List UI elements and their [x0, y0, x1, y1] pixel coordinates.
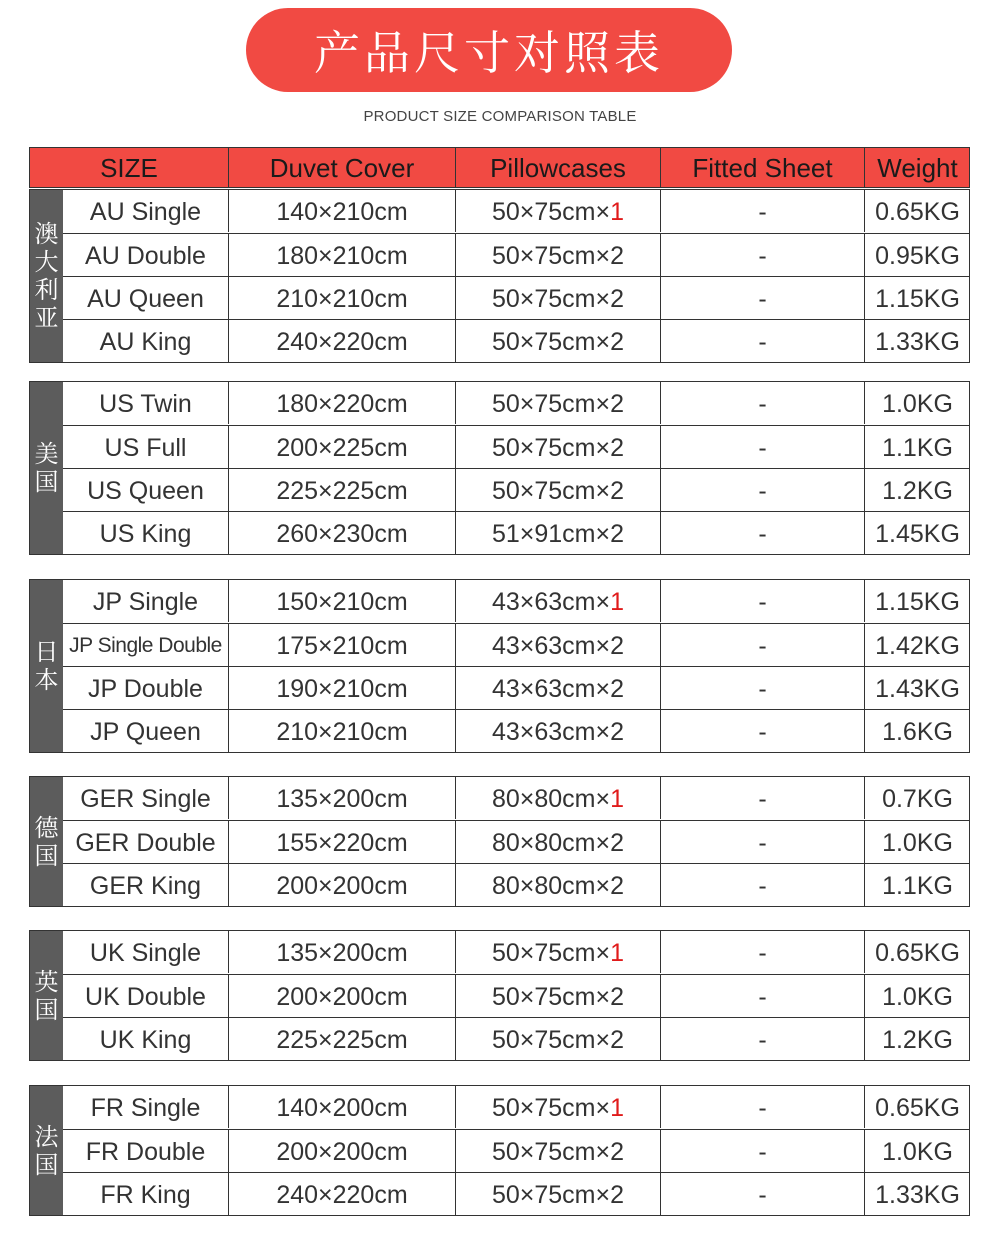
cell-duvet-cover: 200×200cm — [228, 975, 455, 1017]
cell-size: AU Single — [89, 198, 202, 226]
cell-fitted-sheet: - — [660, 821, 864, 863]
cell-duvet-cover: 135×200cm — [228, 931, 455, 973]
region-char: 国 — [34, 468, 59, 496]
cell-weight: 1.1KG — [864, 864, 970, 906]
cell-fitted-sheet: - — [660, 580, 864, 622]
cell-weight: 1.0KG — [864, 1130, 970, 1172]
header-pillowcases: Pillowcases — [455, 148, 660, 187]
cell-duvet-cover: 200×200cm — [228, 1130, 455, 1172]
cell-weight: 1.2KG — [864, 1018, 970, 1060]
pillow-quantity: 2 — [610, 1026, 625, 1054]
cell-pillowcases — [455, 426, 660, 468]
region-block — [29, 1085, 970, 1216]
cell-weight: 1.15KG — [864, 277, 970, 319]
cell-fitted-sheet: - — [660, 931, 864, 973]
pillow-size: 43×63cm× — [491, 675, 611, 703]
cell-size: US Twin — [99, 390, 192, 418]
cell-weight: 1.43KG — [864, 667, 970, 709]
cell-weight: 0.65KG — [864, 190, 970, 232]
pillow-size: 50×75cm× — [491, 328, 611, 356]
cell-duvet-cover: 180×220cm — [228, 382, 455, 424]
pillow-quantity: 2 — [610, 520, 625, 548]
pillow-size: 50×75cm× — [491, 198, 611, 226]
pillow-quantity: 2 — [610, 1181, 625, 1209]
region-char: 德 — [34, 813, 59, 842]
cell-size: UK King — [99, 1026, 192, 1054]
cell-size: UK Single — [89, 939, 202, 967]
cell-weight: 0.65KG — [864, 931, 970, 973]
cell-pillowcases — [455, 710, 660, 752]
cell-fitted-sheet: - — [660, 234, 864, 276]
pillow-size: 43×63cm× — [491, 632, 611, 660]
pillow-size: 50×75cm× — [491, 1026, 611, 1054]
cell-fitted-sheet: - — [660, 469, 864, 511]
table-row — [63, 382, 969, 425]
cell-duvet-cover: 225×225cm — [228, 469, 455, 511]
cell-weight: 1.0KG — [864, 382, 970, 424]
pillow-size: 50×75cm× — [491, 242, 611, 270]
cell-pillowcases — [455, 382, 660, 424]
cell-size: FR King — [100, 1181, 191, 1209]
header-size: SIZE — [100, 153, 158, 183]
region-label — [30, 1086, 63, 1215]
cell-pillowcases — [455, 580, 660, 622]
cell-duvet-cover: 240×220cm — [228, 320, 455, 362]
pillow-quantity: 2 — [610, 675, 625, 703]
pillow-size: 50×75cm× — [491, 477, 611, 505]
cell-duvet-cover: 150×210cm — [228, 580, 455, 622]
cell-duvet-cover: 260×230cm — [228, 512, 455, 554]
cell-weight: 1.0KG — [864, 975, 970, 1017]
cell-weight: 1.33KG — [864, 320, 970, 362]
pillow-size: 50×75cm× — [491, 285, 611, 313]
cell-duvet-cover: 225×225cm — [228, 1018, 455, 1060]
table-row — [63, 777, 969, 820]
cell-fitted-sheet: - — [660, 1086, 864, 1128]
table-header-row — [29, 147, 970, 188]
pillow-quantity: 2 — [610, 477, 625, 505]
cell-fitted-sheet: - — [660, 864, 864, 906]
pillow-quantity: 2 — [610, 829, 625, 857]
cell-size: FR Double — [85, 1138, 206, 1166]
pillow-size: 50×75cm× — [491, 1181, 611, 1209]
cell-fitted-sheet: - — [660, 190, 864, 232]
cell-size: UK Double — [85, 983, 206, 1011]
cell-fitted-sheet: - — [660, 1018, 864, 1060]
cell-weight: 1.45KG — [864, 512, 970, 554]
pillow-size: 43×63cm× — [491, 718, 611, 746]
cell-duvet-cover: 200×200cm — [228, 864, 455, 906]
pillow-size: 43×63cm× — [491, 588, 611, 616]
pillow-quantity: 1 — [610, 198, 625, 226]
region-char: 大 — [34, 248, 59, 276]
cell-fitted-sheet: - — [660, 1173, 864, 1215]
region-char: 国 — [34, 995, 59, 1024]
pillow-quantity: 2 — [610, 242, 625, 270]
cell-pillowcases — [455, 864, 660, 906]
cell-duvet-cover: 175×210cm — [228, 624, 455, 666]
pillow-quantity: 1 — [610, 939, 625, 967]
cell-pillowcases — [455, 277, 660, 319]
region-char: 美 — [34, 440, 59, 468]
region-char: 澳 — [34, 220, 59, 248]
cell-size: AU Double — [85, 242, 206, 270]
region-char: 法 — [34, 1122, 59, 1151]
pillow-quantity: 2 — [610, 632, 625, 660]
cell-pillowcases — [455, 624, 660, 666]
cell-pillowcases — [455, 1130, 660, 1172]
cell-size: JP Queen — [90, 718, 201, 746]
region-char: 利 — [34, 276, 59, 304]
cell-weight: 1.0KG — [864, 821, 970, 863]
pillow-quantity: 2 — [610, 328, 625, 356]
cell-fitted-sheet: - — [660, 710, 864, 752]
cell-size: US King — [99, 520, 192, 548]
region-char: 日 — [34, 638, 59, 666]
cell-fitted-sheet: - — [660, 624, 864, 666]
region-block — [29, 776, 970, 907]
cell-pillowcases — [455, 777, 660, 819]
pillow-size: 50×75cm× — [491, 390, 611, 418]
table-row — [63, 931, 969, 974]
cell-size: FR Single — [90, 1094, 201, 1122]
table-row — [63, 190, 969, 233]
table-row — [63, 319, 969, 362]
header-weight: Weight — [864, 148, 970, 187]
cell-fitted-sheet: - — [660, 777, 864, 819]
cell-pillowcases — [455, 320, 660, 362]
table-row — [63, 580, 969, 623]
cell-pillowcases — [455, 931, 660, 973]
cell-fitted-sheet: - — [660, 277, 864, 319]
region-block — [29, 381, 970, 555]
table-row — [63, 1129, 969, 1172]
region-label — [30, 580, 63, 752]
cell-weight: 1.42KG — [864, 624, 970, 666]
cell-duvet-cover: 180×210cm — [228, 234, 455, 276]
table-row — [63, 468, 969, 511]
pillow-quantity: 2 — [610, 872, 625, 900]
cell-weight: 1.6KG — [864, 710, 970, 752]
cell-fitted-sheet: - — [660, 975, 864, 1017]
cell-size: US Full — [104, 434, 187, 462]
cell-weight: 1.33KG — [864, 1173, 970, 1215]
cell-fitted-sheet: - — [660, 1130, 864, 1172]
page-title: 产品尺寸对照表 — [314, 26, 664, 80]
cell-pillowcases — [455, 469, 660, 511]
table-row — [63, 974, 969, 1017]
cell-size: JP Single — [92, 588, 199, 616]
region-label — [30, 777, 63, 906]
pillow-quantity: 2 — [610, 1138, 625, 1166]
pillow-quantity: 2 — [610, 718, 625, 746]
table-row — [63, 1172, 969, 1215]
cell-duvet-cover: 200×225cm — [228, 426, 455, 468]
cell-size: GER Double — [75, 829, 216, 857]
table-row — [63, 233, 969, 276]
pillow-quantity: 1 — [610, 785, 625, 813]
pillow-quantity: 2 — [610, 390, 625, 418]
pillow-quantity: 2 — [610, 434, 625, 462]
cell-duvet-cover: 155×220cm — [228, 821, 455, 863]
region-block — [29, 579, 970, 753]
pillow-size: 51×91cm× — [491, 520, 611, 548]
cell-fitted-sheet: - — [660, 512, 864, 554]
cell-size: JP Single Double — [69, 634, 222, 657]
pillow-size: 50×75cm× — [491, 1138, 611, 1166]
table-row — [63, 276, 969, 319]
pillow-size: 50×75cm× — [491, 939, 611, 967]
table-row — [63, 1086, 969, 1129]
table-row — [63, 623, 969, 666]
region-label — [30, 931, 63, 1060]
region-label — [30, 190, 63, 362]
pillow-quantity: 1 — [610, 588, 625, 616]
cell-size: AU King — [99, 328, 192, 356]
table-row — [63, 511, 969, 554]
cell-size: JP Double — [88, 675, 203, 703]
table-row — [63, 1017, 969, 1060]
cell-pillowcases — [455, 821, 660, 863]
cell-duvet-cover: 210×210cm — [228, 277, 455, 319]
page-subtitle: PRODUCT SIZE COMPARISON TABLE — [363, 108, 637, 125]
region-label — [30, 382, 63, 554]
table-row — [63, 863, 969, 906]
cell-size: GER Single — [80, 785, 211, 813]
cell-fitted-sheet: - — [660, 426, 864, 468]
table-row — [63, 425, 969, 468]
region-char: 本 — [34, 666, 59, 694]
cell-pillowcases — [455, 1173, 660, 1215]
pillow-size: 80×80cm× — [491, 872, 611, 900]
cell-fitted-sheet: - — [660, 667, 864, 709]
pillow-size: 50×75cm× — [491, 434, 611, 462]
table-row — [63, 709, 969, 752]
cell-weight: 0.65KG — [864, 1086, 970, 1128]
cell-duvet-cover: 190×210cm — [228, 667, 455, 709]
cell-duvet-cover: 140×210cm — [228, 190, 455, 232]
cell-weight: 1.2KG — [864, 469, 970, 511]
pillow-size: 80×80cm× — [491, 785, 611, 813]
header-duvet-cover: Duvet Cover — [228, 148, 455, 187]
region-char: 亚 — [34, 304, 59, 332]
cell-duvet-cover: 135×200cm — [228, 777, 455, 819]
cell-duvet-cover: 210×210cm — [228, 710, 455, 752]
cell-size: GER King — [89, 872, 202, 900]
cell-pillowcases — [455, 1086, 660, 1128]
cell-pillowcases — [455, 667, 660, 709]
cell-fitted-sheet: - — [660, 382, 864, 424]
pillow-quantity: 2 — [610, 285, 625, 313]
region-block — [29, 189, 970, 363]
cell-weight: 0.7KG — [864, 777, 970, 819]
table-row — [63, 820, 969, 863]
cell-size: AU Queen — [87, 285, 204, 313]
cell-weight: 1.15KG — [864, 580, 970, 622]
pillow-quantity: 1 — [610, 1094, 625, 1122]
pillow-quantity: 2 — [610, 983, 625, 1011]
cell-duvet-cover: 240×220cm — [228, 1173, 455, 1215]
region-char: 国 — [34, 1150, 59, 1179]
cell-pillowcases — [455, 1018, 660, 1060]
cell-weight: 0.95KG — [864, 234, 970, 276]
cell-size: US Queen — [87, 477, 204, 505]
table-row — [63, 666, 969, 709]
cell-pillowcases — [455, 190, 660, 232]
cell-pillowcases — [455, 975, 660, 1017]
region-char: 英 — [34, 967, 59, 996]
pillow-size: 50×75cm× — [491, 983, 611, 1011]
region-block — [29, 930, 970, 1061]
cell-weight: 1.1KG — [864, 426, 970, 468]
cell-fitted-sheet: - — [660, 320, 864, 362]
pillow-size: 50×75cm× — [491, 1094, 611, 1122]
header-fitted-sheet: Fitted Sheet — [660, 148, 864, 187]
region-char: 国 — [34, 841, 59, 870]
pillow-size: 80×80cm× — [491, 829, 611, 857]
cell-duvet-cover: 140×200cm — [228, 1086, 455, 1128]
cell-pillowcases — [455, 512, 660, 554]
cell-pillowcases — [455, 234, 660, 276]
